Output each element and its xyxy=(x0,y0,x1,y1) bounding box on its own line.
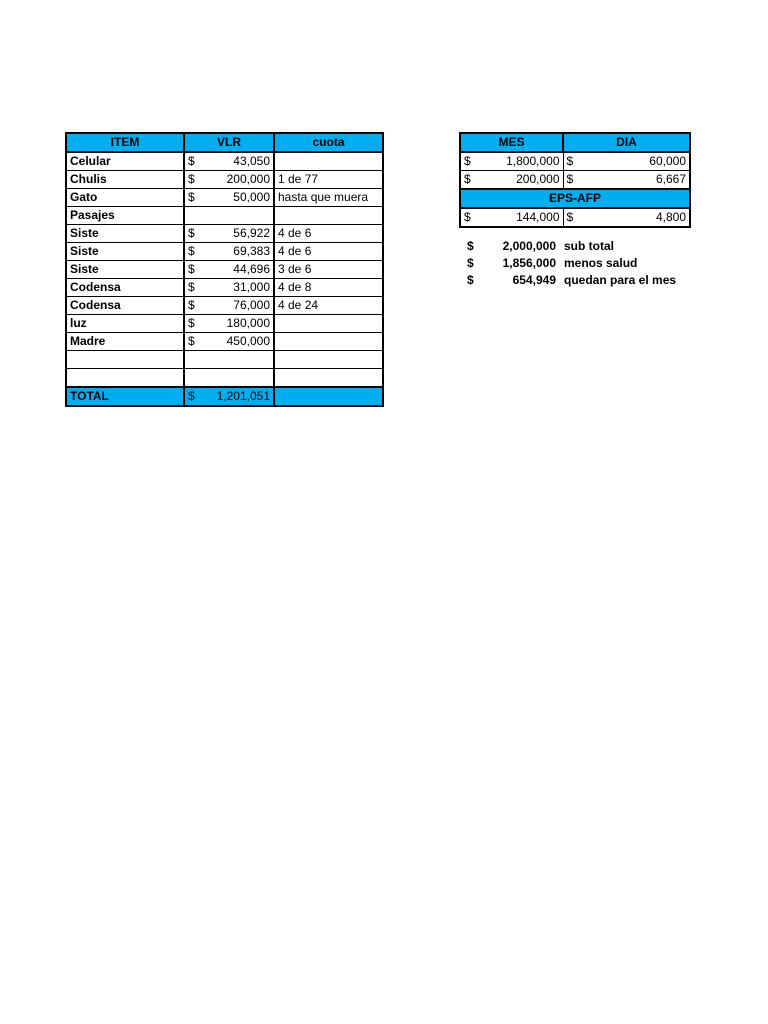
cuota-cell: 3 de 6 xyxy=(274,261,383,279)
eps-dia-cell xyxy=(563,208,690,227)
salary-row xyxy=(460,171,690,190)
vlr-value: 43,050 xyxy=(233,154,270,168)
vlr-cell xyxy=(184,333,274,351)
vlr-cell xyxy=(184,297,274,315)
table-row xyxy=(66,333,383,351)
item-cell: Celular xyxy=(66,152,184,171)
expenses-table xyxy=(65,132,384,407)
cuota-cell xyxy=(274,152,383,171)
currency-symbol: $ xyxy=(188,280,195,294)
table-row xyxy=(66,152,383,171)
mes-cell xyxy=(460,152,563,171)
table-row xyxy=(66,261,383,279)
dia-value: 6,667 xyxy=(655,172,686,186)
vlr-value: 76,000 xyxy=(233,298,270,312)
dia-cell xyxy=(563,152,690,171)
table-row xyxy=(66,243,383,261)
vlr-value: 50,000 xyxy=(233,190,270,204)
cuota-cell xyxy=(274,351,383,369)
vlr-cell xyxy=(184,152,274,171)
table-row xyxy=(66,297,383,315)
currency-symbol: $ xyxy=(188,172,195,186)
item-cell: Siste xyxy=(66,225,184,243)
summary-value: 1,856,000 xyxy=(502,256,556,270)
total-cuota-cell xyxy=(274,387,383,406)
vlr-value: 69,383 xyxy=(233,244,270,258)
item-cell: Siste xyxy=(66,261,184,279)
mes-cell xyxy=(460,171,563,190)
summary-value: 2,000,000 xyxy=(502,239,556,253)
summary-subtotal xyxy=(462,238,702,255)
summary-label: sub total xyxy=(564,239,614,253)
mes-value: 200,000 xyxy=(516,172,560,186)
cuota-cell xyxy=(274,369,383,388)
currency-symbol: $ xyxy=(188,154,195,168)
currency-symbol: $ xyxy=(464,210,471,224)
table-row xyxy=(66,369,383,388)
salary-row xyxy=(460,152,690,171)
currency-symbol: $ xyxy=(464,154,471,168)
eps-mes-value: 144,000 xyxy=(516,210,560,224)
table-row xyxy=(66,351,383,369)
currency-symbol: $ xyxy=(188,190,195,204)
vlr-cell xyxy=(184,315,274,333)
item-cell: luz xyxy=(66,315,184,333)
summary-label: quedan para el mes xyxy=(564,273,677,287)
header-vlr: VLR xyxy=(184,133,274,152)
total-value-cell xyxy=(184,387,274,406)
summary-label: menos salud xyxy=(564,256,638,270)
vlr-value: 200,000 xyxy=(226,172,270,186)
cuota-cell: 4 de 6 xyxy=(274,225,383,243)
currency-symbol: $ xyxy=(188,316,195,330)
mes-value: 1,800,000 xyxy=(506,154,560,168)
currency-symbol: $ xyxy=(467,239,474,253)
table-row xyxy=(66,207,383,225)
table-row xyxy=(66,189,383,207)
vlr-cell xyxy=(184,171,274,189)
vlr-value: 31,000 xyxy=(233,280,270,294)
vlr-cell xyxy=(184,351,274,369)
cuota-cell xyxy=(274,207,383,225)
item-cell: Pasajes xyxy=(66,207,184,225)
item-cell: Codensa xyxy=(66,297,184,315)
vlr-value: 56,922 xyxy=(233,226,270,240)
dia-cell xyxy=(563,171,690,190)
currency-symbol: $ xyxy=(464,172,471,186)
table-row xyxy=(66,171,383,189)
summary-block xyxy=(462,238,702,289)
header-item: ITEM xyxy=(66,133,184,152)
vlr-cell xyxy=(184,189,274,207)
header-dia: DIA xyxy=(563,133,690,152)
vlr-cell xyxy=(184,369,274,388)
header-mes: MES xyxy=(460,133,563,152)
cuota-cell: 1 de 77 xyxy=(274,171,383,189)
vlr-cell xyxy=(184,279,274,297)
cuota-cell xyxy=(274,333,383,351)
eps-row xyxy=(460,208,690,227)
item-cell: Codensa xyxy=(66,279,184,297)
item-cell: Madre xyxy=(66,333,184,351)
vlr-value: 180,000 xyxy=(226,316,270,330)
eps-mes-cell xyxy=(460,208,563,227)
total-value: 1,201,051 xyxy=(216,389,270,403)
currency-symbol: $ xyxy=(566,172,574,186)
summary-menos-salud xyxy=(462,255,702,272)
cuota-cell: 4 de 24 xyxy=(274,297,383,315)
currency-symbol: $ xyxy=(467,256,474,270)
item-cell xyxy=(66,369,184,388)
currency-symbol: $ xyxy=(188,262,195,276)
table-row xyxy=(66,279,383,297)
item-cell xyxy=(66,351,184,369)
vlr-value: 44,696 xyxy=(233,262,270,276)
cuota-cell: 4 de 8 xyxy=(274,279,383,297)
total-label: TOTAL xyxy=(66,387,184,406)
eps-dia-value: 4,800 xyxy=(655,210,686,224)
currency-symbol: $ xyxy=(188,334,195,348)
item-cell: Gato xyxy=(66,189,184,207)
vlr-cell xyxy=(184,207,274,225)
vlr-cell xyxy=(184,225,274,243)
currency-symbol: $ xyxy=(467,273,474,287)
salary-table xyxy=(459,132,691,228)
currency-symbol: $ xyxy=(566,210,574,224)
summary-quedan xyxy=(462,272,702,289)
table-row xyxy=(66,225,383,243)
item-cell: Siste xyxy=(66,243,184,261)
currency-symbol: $ xyxy=(188,298,195,312)
vlr-value: 450,000 xyxy=(226,334,270,348)
table-row xyxy=(66,315,383,333)
currency-symbol: $ xyxy=(188,244,195,258)
cuota-cell: hasta que muera xyxy=(274,189,383,207)
eps-header-row xyxy=(460,189,690,208)
summary-value: 654,949 xyxy=(512,273,556,287)
header-cuota: cuota xyxy=(274,133,383,152)
eps-label: EPS-AFP xyxy=(460,189,690,208)
vlr-cell xyxy=(184,243,274,261)
currency-symbol: $ xyxy=(188,389,195,403)
vlr-cell xyxy=(184,261,274,279)
cuota-cell: 4 de 6 xyxy=(274,243,383,261)
item-cell: Chulis xyxy=(66,171,184,189)
cuota-cell xyxy=(274,315,383,333)
currency-symbol: $ xyxy=(188,226,195,240)
dia-value: 60,000 xyxy=(649,154,686,168)
currency-symbol: $ xyxy=(566,154,574,168)
